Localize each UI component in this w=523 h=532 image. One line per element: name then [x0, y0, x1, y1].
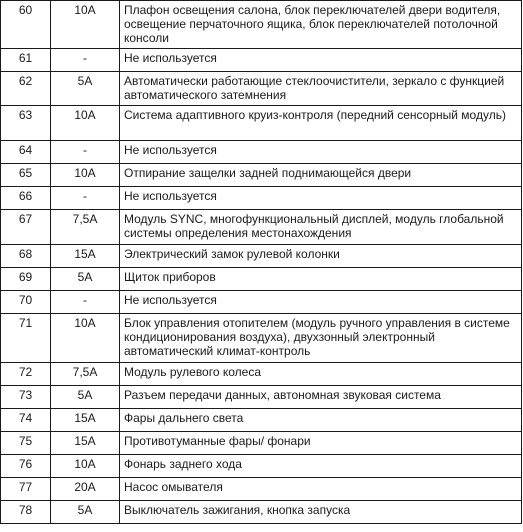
fuse-rating: 10A — [51, 455, 120, 478]
fuse-number: 64 — [1, 141, 51, 164]
fuse-number: 63 — [1, 106, 51, 141]
fuse-rating: 5A — [51, 72, 120, 106]
fuse-row — [1, 432, 522, 455]
fuse-number: 60 — [1, 1, 51, 49]
fuse-description: Фонарь заднего хода — [120, 455, 522, 478]
fuse-rating: 7,5A — [51, 363, 120, 386]
fuse-number: 78 — [1, 501, 51, 524]
fuse-number: 70 — [1, 291, 51, 314]
fuse-row — [1, 210, 522, 245]
fuse-number: 74 — [1, 409, 51, 432]
fuse-description: Блок управления отопителем (модуль ручного управления в системе кондиционирования воздуха), двухзонный электронный автоматический климат-контроль — [120, 314, 522, 363]
fuse-description: Щиток приборов — [120, 268, 522, 291]
fuse-number: 66 — [1, 187, 51, 210]
fuse-rating: 10A — [51, 106, 120, 141]
fuse-number: 71 — [1, 314, 51, 363]
fuse-rating: 15A — [51, 409, 120, 432]
fuse-row — [1, 501, 522, 524]
fuse-number: 69 — [1, 268, 51, 291]
fuse-row — [1, 72, 522, 106]
fuse-rating: - — [51, 187, 120, 210]
fuse-rating: - — [51, 49, 120, 72]
fuse-description: Отпирание защелки задней поднимающейся двери — [120, 164, 522, 187]
fuse-rating: 5A — [51, 501, 120, 524]
fuse-number: 77 — [1, 478, 51, 501]
fuse-number: 75 — [1, 432, 51, 455]
fuse-rating: 10A — [51, 314, 120, 363]
fuse-rating: 20A — [51, 478, 120, 501]
fuse-table-body — [1, 1, 522, 524]
fuse-number: 68 — [1, 245, 51, 268]
fuse-rating: 5A — [51, 268, 120, 291]
fuse-rating: - — [51, 141, 120, 164]
fuse-description: Система адаптивного круиз-контроля (передний сенсорный модуль) — [120, 106, 522, 141]
fuse-number: 73 — [1, 386, 51, 409]
fuse-row — [1, 268, 522, 291]
fuse-number: 61 — [1, 49, 51, 72]
fuse-row — [1, 1, 522, 49]
fuse-rating: 10A — [51, 164, 120, 187]
fuse-description: Противотуманные фары/ фонари — [120, 432, 522, 455]
fuse-row — [1, 49, 522, 72]
fuse-rating: 15A — [51, 245, 120, 268]
fuse-row — [1, 314, 522, 363]
fuse-row — [1, 164, 522, 187]
fuse-description: Электрический замок рулевой колонки — [120, 245, 522, 268]
fuse-number: 76 — [1, 455, 51, 478]
fuse-description: Фары дальнего света — [120, 409, 522, 432]
fuse-number: 65 — [1, 164, 51, 187]
fuse-rating: - — [51, 291, 120, 314]
fuse-row — [1, 478, 522, 501]
fuse-description: Не используется — [120, 49, 522, 72]
fuse-description: Плафон освещения салона, блок переключателей двери водителя, освещение перчаточного ящика, блок переключателей потолочной консоли — [120, 1, 522, 49]
fuse-number: 72 — [1, 363, 51, 386]
fuse-row — [1, 187, 522, 210]
fuse-number: 67 — [1, 210, 51, 245]
fuse-description: Автоматически работающие стеклоочистители, зеркало с функцией автоматического затемнения — [120, 72, 522, 106]
fuse-description: Модуль SYNC, многофункциональный дисплей, модуль глобальной системы определения местонахождения — [120, 210, 522, 245]
fuse-rating: 10A — [51, 1, 120, 49]
fuse-row — [1, 291, 522, 314]
fuse-description: Разъем передачи данных, автономная звуковая система — [120, 386, 522, 409]
fuse-rating: 5A — [51, 386, 120, 409]
fuse-rating: 7,5A — [51, 210, 120, 245]
fuse-row — [1, 386, 522, 409]
fuse-number: 62 — [1, 72, 51, 106]
fuse-description: Насос омывателя — [120, 478, 522, 501]
fuse-description: Не используется — [120, 187, 522, 210]
fuse-row — [1, 409, 522, 432]
fuse-row — [1, 141, 522, 164]
fuse-rating: 15A — [51, 432, 120, 455]
fuse-row — [1, 363, 522, 386]
fuse-row — [1, 245, 522, 268]
fuse-row — [1, 106, 522, 141]
fuse-description: Не используется — [120, 291, 522, 314]
fuse-description: Модуль рулевого колеса — [120, 363, 522, 386]
fuse-description: Не используется — [120, 141, 522, 164]
fuse-description: Выключатель зажигания, кнопка запуска — [120, 501, 522, 524]
fuse-row — [1, 455, 522, 478]
